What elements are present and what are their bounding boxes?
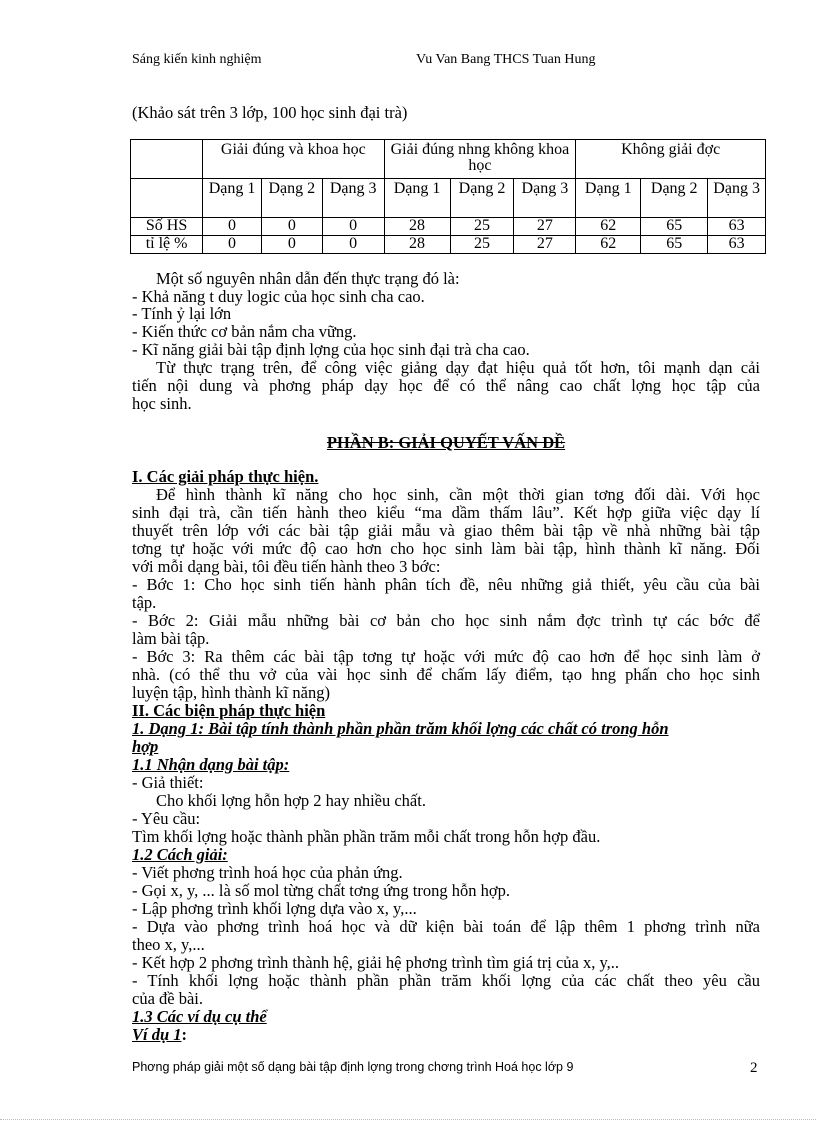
list-item: - Kiến thức cơ bản nắm cha vững. [132,322,357,341]
table-cell: 0 [322,236,384,254]
example-1-label: Ví dụ 1 [132,1025,182,1044]
table-cell: 28 [384,236,450,254]
causes-intro: Một số nguyên nhân dẫn đến thực trạng đó là: [156,269,460,288]
section-2-title: II. Các biện pháp thực hiện [132,701,326,720]
table-cell: 65 [641,236,708,254]
table-cell: 0 [203,218,262,236]
table-subheader: Dạng 1 [203,179,262,218]
paragraph-line: Để hình thành kĩ năng cho học sinh, cần một thời gian tơng đối dài. Với học [156,485,760,504]
table-subheader: Dạng 2 [450,179,514,218]
list-item: - Gọi x, y, ... là số mol từng chất tơng ứng trong hỗn hợp. [132,881,510,900]
table-subheader: Dạng 2 [261,179,322,218]
paragraph-line: với mỗi dạng bài, tôi đều tiến hành theo 3 bớc: [132,557,441,576]
page-bottom-rule [0,1119,816,1120]
list-item: - Lập phơng trình khối lợng dựa vào x, y,... [132,899,417,918]
table-subheader: Dạng 3 [708,179,766,218]
table-cell: 25 [450,236,514,254]
table-cell: 63 [708,218,766,236]
table-cell: 62 [576,218,641,236]
table-subheader: Dạng 1 [576,179,641,218]
subsection-1-2-title: 1.2 Cách giải: [132,845,228,864]
gia-thiet-label: - Giả thiết: [132,773,204,792]
table-cell: 62 [576,236,641,254]
table-cell: 65 [641,218,708,236]
header-right: Vu Van Bang THCS Tuan Hung [416,52,596,67]
table-cell: 0 [261,218,322,236]
table-group-header: Giải đúng và khoa học [203,140,384,179]
list-item: - Tính khối lợng hoặc thành phần phần trăm khối lợng của các chất theo yêu cầu [132,971,760,990]
step-line: làm bài tập. [132,629,210,648]
gia-thiet-text: Cho khối lợng hỗn hợp 2 hay nhiều chất. [156,791,426,810]
table-cell: 28 [384,218,450,236]
example-1-colon: : [181,1025,188,1044]
list-item: - Tính ỷ lại lớn [132,304,232,323]
step-line: tập. [132,593,157,612]
subsection-1-3-title: 1.3 Các ví dụ cụ thể [132,1007,267,1026]
step-line: - Bớc 2: Giải mẫu những bài cơ bản cho học sinh nắm đợc trình tự các bớc để [132,611,760,630]
page-number: 2 [750,1060,758,1076]
survey-table [130,139,766,254]
table-cell: 27 [514,236,576,254]
step-line: nhà. (có thể thu vở của vài học sinh để chấm lấy điểm, tạo hng phấn cho học sinh [132,665,760,684]
step-line: - Bớc 3: Ra thêm các bài tập tơng tự hoặc với mức độ cao hơn để học sinh làm ở [132,647,760,666]
list-item: - Viết phơng trình hoá học của phản ứng. [132,863,403,882]
part-b-title: PHẦN B: GIẢI QUYẾT VẤN ĐỀ [326,433,566,452]
dang-1-title-cont: hợp [132,737,159,756]
paragraph-line: tơng tự hoặc với mức độ cao hơn cho học sinh làm bài tập, hình thành kĩ năng. Đối [132,539,760,558]
table-subheader: Dạng 3 [514,179,576,218]
table-cell: 25 [450,218,514,236]
table-row-label: tỉ lệ % [131,236,203,254]
table-cell: 0 [322,218,384,236]
dang-1-title: 1. Dạng 1: Bài tập tính thành phần phần trăm khối lợng các chất có trong hỗn [132,719,669,738]
subsection-1-1-title: 1.1 Nhận dạng bài tập: [132,755,290,774]
footer-text: Phơng pháp giải một số dạng bài tập định lợng trong chơng trình Hoá học lớp 9 [132,1060,574,1074]
paragraph-line: Từ thực trạng trên, để công việc giảng dạy đạt hiệu quả tốt hơn, tôi mạnh dạn cải [156,358,760,377]
section-1-title: I. Các giải pháp thực hiện. [132,467,319,486]
table-group-header: Giải đúng nhng không khoa học [384,140,576,179]
table-subheader: Dạng 2 [641,179,708,218]
list-item: của đề bài. [132,989,204,1008]
table-cell: 0 [203,236,262,254]
table-group-header: Không giải đợc [576,140,766,179]
yeu-cau-text: Tìm khối lợng hoặc thành phần phần trăm mỗi chất trong hỗn hợp đầu. [132,827,601,846]
paragraph-line: tiến nội dung và phơng pháp dạy học để có thể nâng cao chất lợng học tập của [132,376,760,395]
list-item: - Kĩ năng giải bài tập định lợng của học sinh đại trà cha cao. [132,340,530,359]
survey-note: (Khảo sát trên 3 lớp, 100 học sinh đại trà) [132,103,408,122]
step-line: - Bớc 1: Cho học sinh tiến hành phân tích đề, nêu những giả thiết, yêu cầu của bài [132,575,760,594]
paragraph-line: thuyết trên lớp với các bài tập giải mẫu và giao thêm bài tập về nhà những bài tập [132,521,760,540]
list-item: - Dựa vào phơng trình hoá học và dữ kiện bài toán để lập thêm 1 phơng trình nữa [132,917,760,936]
table-cell: 0 [261,236,322,254]
list-item: theo x, y,... [132,935,205,954]
yeu-cau-label: - Yêu cầu: [132,809,201,828]
step-line: luyện tập, hình thành kĩ năng) [132,683,330,702]
paragraph-line: sinh đại trà, cần tiến hành theo kiểu “ma dầm thấm lâu”. Kết hợp giữa việc dạy lí [132,503,760,522]
table-cell [131,179,203,218]
table-subheader: Dạng 1 [384,179,450,218]
list-item: - Kết hợp 2 phơng trình thành hệ, giải hệ phơng trình tìm giá trị của x, y,.. [132,953,620,972]
table-corner [131,140,203,179]
table-cell: 27 [514,218,576,236]
paragraph-line: học sinh. [132,394,192,413]
list-item: - Khả năng t duy logic của học sinh cha cao. [132,287,425,306]
table-subheader: Dạng 3 [322,179,384,218]
table-row-label: Số HS [131,218,203,236]
table-cell: 63 [708,236,766,254]
header-left: Sáng kiến kinh nghiệm [132,52,262,67]
